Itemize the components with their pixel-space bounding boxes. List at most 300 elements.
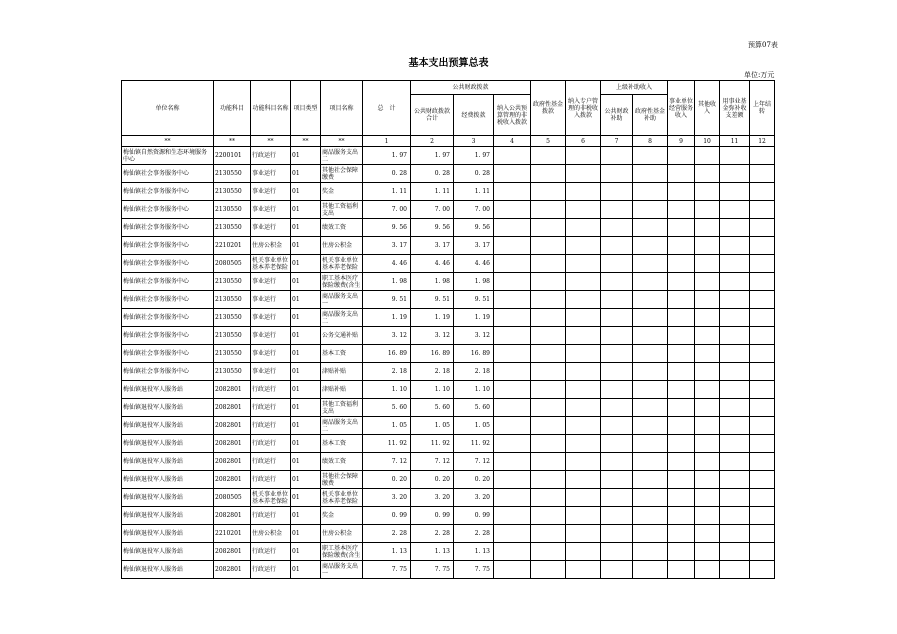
item-name-cell: 其他工资福利支出 xyxy=(321,399,363,417)
empty-cell xyxy=(750,165,775,183)
empty-cell xyxy=(750,399,775,417)
empty-cell xyxy=(750,453,775,471)
index-cell: 5 xyxy=(531,136,566,147)
funds-cell: 2. 28 xyxy=(454,525,494,543)
empty-cell xyxy=(633,309,668,327)
total-cell: 4. 46 xyxy=(363,255,411,273)
func-name-cell: 事业运行 xyxy=(251,291,291,309)
func-code-cell: 2082801 xyxy=(214,561,251,579)
item-name-cell: 职工基本医疗保险缴费(含生 xyxy=(321,273,363,291)
item-type-cell: 01 xyxy=(291,471,321,489)
total-cell: 0. 28 xyxy=(363,165,411,183)
header-func-name: 功能科目名称 xyxy=(251,81,291,136)
public-fiscal-total-cell: 3. 20 xyxy=(411,489,454,507)
index-cell: 11 xyxy=(720,136,750,147)
func-name-cell: 事业运行 xyxy=(251,165,291,183)
header-funds: 经费拨款 xyxy=(454,95,494,136)
empty-cell xyxy=(720,237,750,255)
empty-cell xyxy=(668,435,695,453)
item-type-cell: 01 xyxy=(291,417,321,435)
empty-cell xyxy=(601,435,633,453)
empty-cell xyxy=(601,237,633,255)
empty-cell xyxy=(494,363,531,381)
empty-cell xyxy=(531,543,566,561)
empty-cell xyxy=(531,345,566,363)
unit-name-cell: 梅仙镇退役军人服务站 xyxy=(122,525,214,543)
funds-cell: 5. 60 xyxy=(454,399,494,417)
unit-name-cell: 梅仙镇退役军人服务站 xyxy=(122,471,214,489)
funds-cell: 7. 12 xyxy=(454,453,494,471)
funds-cell: 0. 99 xyxy=(454,507,494,525)
public-fiscal-total-cell: 1. 05 xyxy=(411,417,454,435)
empty-cell xyxy=(695,399,720,417)
item-type-cell: 01 xyxy=(291,363,321,381)
total-cell: 3. 12 xyxy=(363,327,411,345)
empty-cell xyxy=(695,183,720,201)
table-row xyxy=(122,147,775,165)
empty-cell xyxy=(601,561,633,579)
func-name-cell: 事业运行 xyxy=(251,309,291,327)
empty-cell xyxy=(494,327,531,345)
func-name-cell: 行政运行 xyxy=(251,453,291,471)
func-name-cell: 行政运行 xyxy=(251,147,291,165)
total-cell: 0. 20 xyxy=(363,471,411,489)
empty-cell xyxy=(720,471,750,489)
empty-cell xyxy=(695,147,720,165)
empty-cell xyxy=(494,255,531,273)
header-total: 总 计 xyxy=(363,81,411,136)
empty-cell xyxy=(633,237,668,255)
empty-cell xyxy=(633,453,668,471)
empty-cell xyxy=(668,273,695,291)
empty-cell xyxy=(633,165,668,183)
empty-cell xyxy=(494,147,531,165)
index-cell: 9 xyxy=(668,136,695,147)
table-row xyxy=(122,381,775,399)
public-fiscal-total-cell: 1. 13 xyxy=(411,543,454,561)
empty-cell xyxy=(566,201,601,219)
empty-cell xyxy=(720,507,750,525)
empty-cell xyxy=(566,381,601,399)
empty-cell xyxy=(750,561,775,579)
unit-name-cell: 梅仙镇社会事务服务中心 xyxy=(122,345,214,363)
public-fiscal-total-cell: 0. 20 xyxy=(411,471,454,489)
empty-cell xyxy=(566,417,601,435)
empty-cell xyxy=(531,237,566,255)
item-type-cell: 01 xyxy=(291,489,321,507)
empty-cell xyxy=(720,453,750,471)
empty-cell xyxy=(601,471,633,489)
empty-cell xyxy=(494,543,531,561)
empty-cell xyxy=(633,147,668,165)
table-row xyxy=(122,471,775,489)
table-row xyxy=(122,417,775,435)
index-cell: ** xyxy=(122,136,214,147)
funds-cell: 3. 17 xyxy=(454,237,494,255)
func-code-cell: 2130550 xyxy=(214,309,251,327)
empty-cell xyxy=(695,453,720,471)
unit-name-cell: 梅仙镇社会事务服务中心 xyxy=(122,363,214,381)
empty-cell xyxy=(695,543,720,561)
empty-cell xyxy=(720,435,750,453)
item-type-cell: 01 xyxy=(291,453,321,471)
empty-cell xyxy=(668,147,695,165)
public-fiscal-total-cell: 5. 60 xyxy=(411,399,454,417)
total-cell: 7. 12 xyxy=(363,453,411,471)
header-operating: 事业单位经营服务收入 xyxy=(668,81,695,136)
empty-cell xyxy=(531,183,566,201)
unit-name-cell: 梅仙镇社会事务服务中心 xyxy=(122,183,214,201)
empty-cell xyxy=(633,525,668,543)
item-name-cell: 机关事业单位基本养老保险 xyxy=(321,255,363,273)
total-cell: 1. 98 xyxy=(363,273,411,291)
func-name-cell: 行政运行 xyxy=(251,417,291,435)
item-type-cell: 01 xyxy=(291,381,321,399)
empty-cell xyxy=(601,219,633,237)
func-code-cell: 2082801 xyxy=(214,381,251,399)
total-cell: 7. 75 xyxy=(363,561,411,579)
item-type-cell: 01 xyxy=(291,525,321,543)
funds-cell: 0. 28 xyxy=(454,165,494,183)
unit-name-cell: 梅仙镇退役军人服务站 xyxy=(122,543,214,561)
empty-cell xyxy=(633,345,668,363)
func-name-cell: 行政运行 xyxy=(251,507,291,525)
empty-cell xyxy=(494,435,531,453)
empty-cell xyxy=(601,507,633,525)
empty-cell xyxy=(750,183,775,201)
func-code-cell: 2130550 xyxy=(214,273,251,291)
empty-cell xyxy=(668,255,695,273)
item-type-cell: 01 xyxy=(291,219,321,237)
empty-cell xyxy=(566,291,601,309)
unit-name-cell: 梅仙镇退役军人服务站 xyxy=(122,399,214,417)
table-body xyxy=(122,147,775,579)
empty-cell xyxy=(668,363,695,381)
func-name-cell: 机关事业单位基本养老保险 xyxy=(251,255,291,273)
func-code-cell: 2082801 xyxy=(214,453,251,471)
index-cell: 12 xyxy=(750,136,775,147)
table-row xyxy=(122,453,775,471)
empty-cell xyxy=(601,453,633,471)
empty-cell xyxy=(566,453,601,471)
item-type-cell: 01 xyxy=(291,255,321,273)
unit-name-cell: 梅仙镇退役军人服务站 xyxy=(122,417,214,435)
empty-cell xyxy=(531,381,566,399)
empty-cell xyxy=(633,381,668,399)
empty-cell xyxy=(720,255,750,273)
table-row xyxy=(122,363,775,381)
empty-cell xyxy=(566,147,601,165)
empty-cell xyxy=(566,363,601,381)
public-fiscal-total-cell: 7. 75 xyxy=(411,561,454,579)
empty-cell xyxy=(494,219,531,237)
item-name-cell: 公务交通补贴 xyxy=(321,327,363,345)
empty-cell xyxy=(668,417,695,435)
table-row xyxy=(122,201,775,219)
table-row xyxy=(122,273,775,291)
empty-cell xyxy=(695,489,720,507)
public-fiscal-total-cell: 2. 18 xyxy=(411,363,454,381)
item-type-cell: 01 xyxy=(291,273,321,291)
item-name-cell: 基本工资 xyxy=(321,345,363,363)
index-cell: ** xyxy=(214,136,251,147)
public-fiscal-total-cell: 3. 12 xyxy=(411,327,454,345)
item-type-cell: 01 xyxy=(291,183,321,201)
empty-cell xyxy=(494,561,531,579)
empty-cell xyxy=(633,255,668,273)
unit-name-cell: 梅仙镇自然资源和生态环境服务中心 xyxy=(122,147,214,165)
unit-name-cell: 梅仙镇退役军人服务站 xyxy=(122,435,214,453)
empty-cell xyxy=(494,489,531,507)
unit-name-cell: 梅仙镇社会事务服务中心 xyxy=(122,327,214,345)
empty-cell xyxy=(695,237,720,255)
table-row xyxy=(122,435,775,453)
table-row xyxy=(122,507,775,525)
empty-cell xyxy=(566,345,601,363)
empty-cell xyxy=(601,309,633,327)
empty-cell xyxy=(633,489,668,507)
table-row xyxy=(122,165,775,183)
empty-cell xyxy=(531,291,566,309)
empty-cell xyxy=(566,561,601,579)
empty-cell xyxy=(750,417,775,435)
func-code-cell: 2082801 xyxy=(214,435,251,453)
empty-cell xyxy=(531,453,566,471)
empty-cell xyxy=(695,291,720,309)
unit-name-cell: 梅仙镇社会事务服务中心 xyxy=(122,291,214,309)
empty-cell xyxy=(601,327,633,345)
table-row xyxy=(122,237,775,255)
empty-cell xyxy=(494,453,531,471)
unit-name-cell: 梅仙镇社会事务服务中心 xyxy=(122,219,214,237)
empty-cell xyxy=(531,327,566,345)
empty-cell xyxy=(750,219,775,237)
empty-cell xyxy=(531,489,566,507)
empty-cell xyxy=(633,291,668,309)
funds-cell: 9. 56 xyxy=(454,219,494,237)
unit-name-cell: 梅仙镇社会事务服务中心 xyxy=(122,309,214,327)
empty-cell xyxy=(668,327,695,345)
empty-cell xyxy=(494,507,531,525)
public-fiscal-total-cell: 16. 89 xyxy=(411,345,454,363)
empty-cell xyxy=(633,435,668,453)
empty-cell xyxy=(750,435,775,453)
unit-name-cell: 梅仙镇退役军人服务站 xyxy=(122,489,214,507)
empty-cell xyxy=(668,201,695,219)
empty-cell xyxy=(668,489,695,507)
empty-cell xyxy=(750,201,775,219)
index-cell: ** xyxy=(321,136,363,147)
public-fiscal-total-cell: 9. 56 xyxy=(411,219,454,237)
empty-cell xyxy=(531,525,566,543)
empty-cell xyxy=(668,399,695,417)
item-name-cell: 津贴补贴 xyxy=(321,381,363,399)
empty-cell xyxy=(695,363,720,381)
empty-cell xyxy=(531,363,566,381)
funds-cell: 0. 20 xyxy=(454,471,494,489)
item-type-cell: 01 xyxy=(291,435,321,453)
item-type-cell: 01 xyxy=(291,237,321,255)
func-code-cell: 2130550 xyxy=(214,327,251,345)
total-cell: 11. 92 xyxy=(363,435,411,453)
func-code-cell: 2082801 xyxy=(214,543,251,561)
empty-cell xyxy=(531,507,566,525)
empty-cell xyxy=(668,309,695,327)
func-code-cell: 2130550 xyxy=(214,291,251,309)
item-name-cell: 商品服务支出二 xyxy=(321,147,363,165)
item-type-cell: 01 xyxy=(291,543,321,561)
empty-cell xyxy=(750,525,775,543)
empty-cell xyxy=(668,471,695,489)
unit-name-cell: 梅仙镇社会事务服务中心 xyxy=(122,201,214,219)
unit-name-cell: 梅仙镇退役军人服务站 xyxy=(122,561,214,579)
func-name-cell: 事业运行 xyxy=(251,183,291,201)
public-fiscal-total-cell: 4. 46 xyxy=(411,255,454,273)
empty-cell xyxy=(531,273,566,291)
empty-cell xyxy=(566,165,601,183)
index-cell: 1 xyxy=(363,136,411,147)
empty-cell xyxy=(750,309,775,327)
header-unit-name: 单位名称 xyxy=(122,81,214,136)
funds-cell: 1. 98 xyxy=(454,273,494,291)
empty-cell xyxy=(601,417,633,435)
public-fiscal-total-cell: 1. 19 xyxy=(411,309,454,327)
empty-cell xyxy=(720,489,750,507)
empty-cell xyxy=(531,255,566,273)
item-name-cell: 其他工资福利支出 xyxy=(321,201,363,219)
func-code-cell: 2080505 xyxy=(214,489,251,507)
empty-cell xyxy=(750,327,775,345)
item-type-cell: 01 xyxy=(291,165,321,183)
empty-cell xyxy=(668,525,695,543)
func-code-cell: 2130550 xyxy=(214,183,251,201)
public-fiscal-total-cell: 3. 17 xyxy=(411,237,454,255)
funds-cell: 9. 51 xyxy=(454,291,494,309)
func-name-cell: 事业运行 xyxy=(251,363,291,381)
empty-cell xyxy=(494,273,531,291)
empty-cell xyxy=(566,507,601,525)
func-name-cell: 行政运行 xyxy=(251,471,291,489)
empty-cell xyxy=(695,381,720,399)
table-row xyxy=(122,489,775,507)
table-row xyxy=(122,399,775,417)
empty-cell xyxy=(633,219,668,237)
header-item-type: 项目类型 xyxy=(291,81,321,136)
public-fiscal-total-cell: 1. 97 xyxy=(411,147,454,165)
empty-cell xyxy=(720,561,750,579)
func-code-cell: 2130550 xyxy=(214,219,251,237)
func-name-cell: 事业运行 xyxy=(251,273,291,291)
empty-cell xyxy=(720,291,750,309)
page-title: 基本支出预算总表 xyxy=(408,58,489,69)
empty-cell xyxy=(695,417,720,435)
total-cell: 0. 99 xyxy=(363,507,411,525)
index-row xyxy=(122,136,775,147)
item-type-cell: 01 xyxy=(291,399,321,417)
func-name-cell: 事业运行 xyxy=(251,327,291,345)
empty-cell xyxy=(601,165,633,183)
func-code-cell: 2130550 xyxy=(214,363,251,381)
total-cell: 7. 00 xyxy=(363,201,411,219)
empty-cell xyxy=(531,435,566,453)
func-name-cell: 住房公积金 xyxy=(251,237,291,255)
empty-cell xyxy=(531,147,566,165)
empty-cell xyxy=(633,183,668,201)
empty-cell xyxy=(601,543,633,561)
empty-cell xyxy=(601,363,633,381)
funds-cell: 11. 92 xyxy=(454,435,494,453)
empty-cell xyxy=(531,561,566,579)
total-cell: 1. 97 xyxy=(363,147,411,165)
empty-cell xyxy=(494,417,531,435)
empty-cell xyxy=(601,525,633,543)
func-code-cell: 2082801 xyxy=(214,507,251,525)
empty-cell xyxy=(668,291,695,309)
form-number: 预算07表 xyxy=(748,41,778,49)
empty-cell xyxy=(750,507,775,525)
funds-cell: 1. 11 xyxy=(454,183,494,201)
empty-cell xyxy=(750,345,775,363)
item-type-cell: 01 xyxy=(291,309,321,327)
empty-cell xyxy=(720,345,750,363)
table-row xyxy=(122,219,775,237)
empty-cell xyxy=(668,183,695,201)
total-cell: 9. 51 xyxy=(363,291,411,309)
empty-cell xyxy=(494,399,531,417)
func-code-cell: 2130550 xyxy=(214,201,251,219)
unit-name-cell: 梅仙镇退役军人服务站 xyxy=(122,507,214,525)
func-name-cell: 事业运行 xyxy=(251,201,291,219)
item-type-cell: 01 xyxy=(291,147,321,165)
empty-cell xyxy=(494,471,531,489)
unit-label: 单位:万元 xyxy=(744,71,775,79)
empty-cell xyxy=(720,381,750,399)
item-name-cell: 商品服务支出二 xyxy=(321,309,363,327)
empty-cell xyxy=(531,165,566,183)
table-row xyxy=(122,309,775,327)
empty-cell xyxy=(531,219,566,237)
empty-cell xyxy=(633,201,668,219)
empty-cell xyxy=(720,147,750,165)
empty-cell xyxy=(695,435,720,453)
total-cell: 3. 17 xyxy=(363,237,411,255)
empty-cell xyxy=(566,309,601,327)
empty-cell xyxy=(601,273,633,291)
funds-cell: 7. 00 xyxy=(454,201,494,219)
header-func-code: 功能科目 xyxy=(214,81,251,136)
func-name-cell: 事业运行 xyxy=(251,219,291,237)
func-code-cell: 2082801 xyxy=(214,417,251,435)
index-cell: ** xyxy=(251,136,291,147)
header-balance: 用事业基金弥补收支差额 xyxy=(720,81,750,136)
table-row xyxy=(122,255,775,273)
public-fiscal-total-cell: 1. 10 xyxy=(411,381,454,399)
empty-cell xyxy=(750,489,775,507)
empty-cell xyxy=(668,453,695,471)
header-non-tax: 纳入公共预算管理的非税收入拨款 xyxy=(494,95,531,136)
func-name-cell: 行政运行 xyxy=(251,381,291,399)
total-cell: 1. 10 xyxy=(363,381,411,399)
funds-cell: 4. 46 xyxy=(454,255,494,273)
header-public-fiscal: 公共财政拨款 xyxy=(411,81,531,95)
empty-cell xyxy=(695,255,720,273)
empty-cell xyxy=(695,561,720,579)
public-fiscal-total-cell: 7. 12 xyxy=(411,453,454,471)
empty-cell xyxy=(720,417,750,435)
item-name-cell: 住房公积金 xyxy=(321,525,363,543)
item-name-cell: 其他社会保障缴费 xyxy=(321,471,363,489)
total-cell: 3. 20 xyxy=(363,489,411,507)
